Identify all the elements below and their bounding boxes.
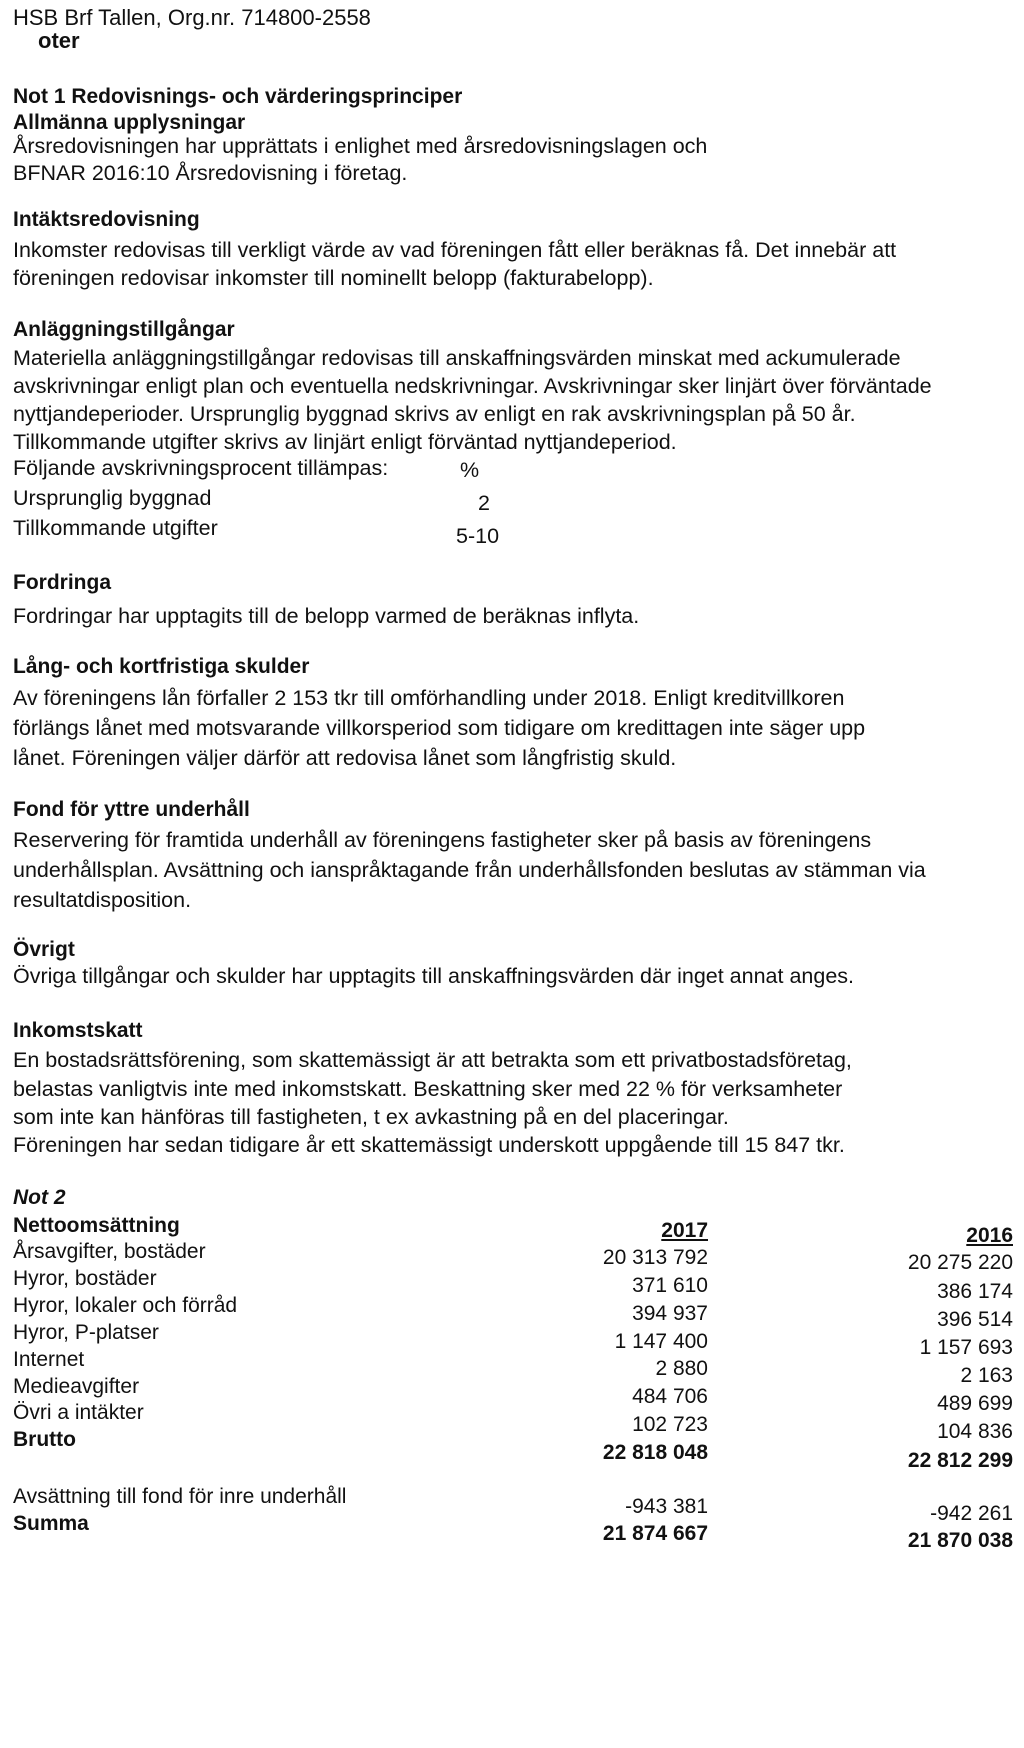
row-2017-1: 371 610 [632, 1274, 708, 1297]
row-2016-6: 104 836 [937, 1420, 1013, 1443]
fund-transfer-2017: -943 381 [625, 1495, 708, 1518]
general-heading: Allmänna upplysningar [13, 111, 246, 134]
gross-2016: 22 812 299 [907, 1449, 1013, 1472]
tax-heading: Inkomstskatt [13, 1019, 143, 1042]
row-2016-1: 386 174 [937, 1280, 1013, 1303]
row-label-0: Årsavgifter, bostäder [13, 1240, 206, 1263]
rates-label: Följande avskrivningsprocent tillämpas: [13, 456, 389, 480]
row-label-3: Hyror, P-platser [13, 1321, 159, 1344]
fund-line-2: underhållsplan. Avsättning och ianspråktagande från underhållsfonden beslutas av stämman via [13, 858, 926, 882]
other-heading: Övrigt [13, 938, 75, 961]
row-2017-5: 484 706 [632, 1385, 708, 1408]
row-2016-2: 396 514 [937, 1308, 1013, 1331]
general-line-1: Årsredovisningen har upprättats i enlighet med årsredovisningslagen och [13, 134, 708, 158]
fund-transfer-label: Avsättning till fond för inre underhåll [13, 1485, 347, 1508]
debts-line-2: förlängs lånet med motsvarande villkorsperiod som tidigare om kredittagen inte säger upp [13, 716, 866, 740]
row-2016-5: 489 699 [937, 1392, 1013, 1415]
assets-line-4: Tillkommande utgifter skrivs av linjärt enligt förväntad nyttjandeperiod. [13, 430, 677, 454]
row-label-4: Internet [13, 1348, 85, 1371]
revenue-heading: Intäktsredovisning [13, 208, 200, 231]
note2-title: Not 2 [13, 1186, 66, 1209]
sum-2016: 21 870 038 [907, 1529, 1013, 1552]
tax-line-2: belastas vanligtvis inte med inkomstskatt. Beskattning sker med 22 % för verksamheter [13, 1077, 843, 1101]
assets-line-2: avskrivningar enligt plan och eventuella nedskrivningar. Avskrivningar sker linjärt över förväntade [13, 374, 932, 398]
tax-line-4: Föreningen har sedan tidigare år ett skattemässigt underskott uppgående till 15 847 tkr. [13, 1133, 845, 1157]
debts-line-1: Av föreningens lån förfaller 2 153 tkr till omförhandling under 2018. Enligt kreditvillkoren [13, 686, 845, 710]
revenue-line-2: föreningen redovisar inkomster till nominellt belopp (fakturabelopp). [13, 266, 654, 290]
debts-line-3: lånet. Föreningen väljer därför att redovisa lånet som långfristig skuld. [13, 746, 677, 770]
tax-line-3: som inte kan hänföras till fastigheten, t ex avkastning på en del placeringar. [13, 1105, 729, 1129]
row-2017-0: 20 313 792 [602, 1246, 708, 1269]
row-2016-3: 1 157 693 [919, 1336, 1013, 1359]
other-line-1: Övriga tillgångar och skulder har upptagits till anskaffningsvärden där inget annat anges. [13, 964, 855, 988]
receivables-heading: Fordringa [13, 571, 111, 594]
rate-label-additions: Tillkommande utgifter [13, 516, 218, 540]
debts-heading: Lång- och kortfristiga skulder [13, 655, 310, 678]
sum-label: Summa [13, 1512, 89, 1535]
note1-title: Not 1 Redovisnings- och värderingsprinciper [13, 85, 463, 108]
section-header: oter [38, 28, 80, 53]
rates-unit: % [460, 458, 480, 482]
rate-value-additions: 5-10 [456, 524, 500, 548]
note2-heading: Nettoomsättning [13, 1214, 180, 1237]
row-2017-6: 102 723 [632, 1413, 708, 1436]
row-label-5: Medieavgifter [13, 1375, 140, 1398]
rate-label-building: Ursprunglig byggnad [13, 486, 212, 510]
assets-heading: Anläggningstillgångar [13, 318, 235, 341]
receivables-line-1: Fordringar har upptagits till de belopp varmed de beräknas inflyta. [13, 604, 640, 628]
row-label-1: Hyror, bostäder [13, 1267, 157, 1290]
sum-2017: 21 874 667 [602, 1522, 708, 1545]
general-line-2: BFNAR 2016:10 Årsredovisning i företag. [13, 161, 408, 185]
assets-line-3: nyttjandeperioder. Ursprunglig byggnad skrivs av enligt en rak avskrivningsplan på 50 år. [13, 402, 856, 426]
fund-transfer-2016: -942 261 [930, 1502, 1013, 1525]
rate-value-building: 2 [478, 491, 490, 515]
gross-label: Brutto [13, 1428, 76, 1451]
row-2017-3: 1 147 400 [614, 1330, 708, 1353]
fund-heading: Fond för yttre underhåll [13, 798, 250, 821]
col-header-2017: 2017 [661, 1219, 708, 1242]
gross-2017: 22 818 048 [602, 1441, 708, 1464]
fund-line-3: resultatdisposition. [13, 888, 192, 912]
col-header-2016: 2016 [966, 1224, 1013, 1247]
org-header: HSB Brf Tallen, Org.nr. 714800-2558 [13, 5, 371, 30]
row-label-6: Övri a intäkter [13, 1401, 144, 1424]
row-2016-4: 2 163 [960, 1364, 1013, 1387]
row-2016-0: 20 275 220 [907, 1251, 1013, 1274]
tax-line-1: En bostadsrättsförening, som skattemässigt är att betrakta som ett privatbostadsföretag, [13, 1048, 852, 1072]
row-2017-2: 394 937 [632, 1302, 708, 1325]
revenue-line-1: Inkomster redovisas till verkligt värde av vad föreningen fått eller beräknas få. Det innebär att [13, 238, 897, 262]
fund-line-1: Reservering för framtida underhåll av föreningens fastigheter sker på basis av föreningens [13, 828, 872, 852]
assets-line-1: Materiella anläggningstillgångar redovisas till anskaffningsvärden minskat med ackumulerade [13, 346, 901, 370]
row-label-2: Hyror, lokaler och förråd [13, 1294, 238, 1317]
row-2017-4: 2 880 [655, 1357, 708, 1380]
